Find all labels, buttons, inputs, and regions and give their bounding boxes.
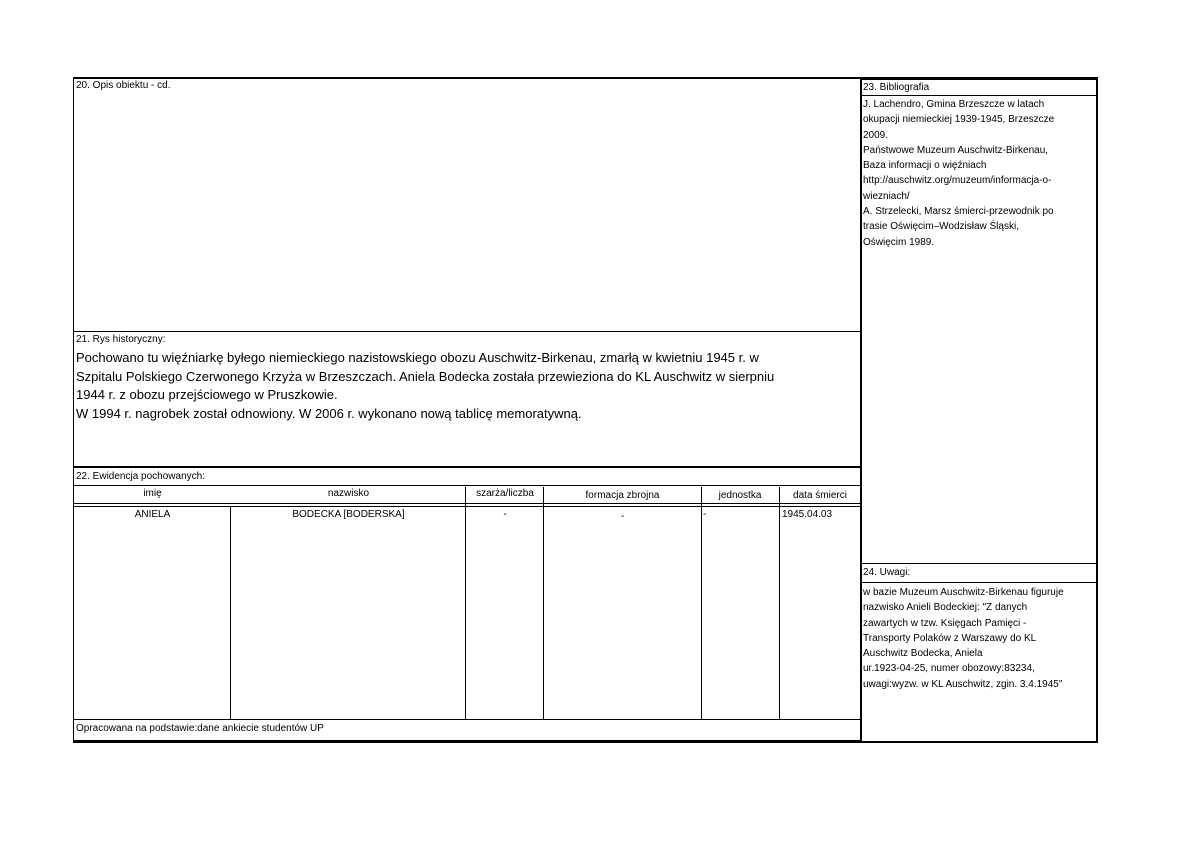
- column-divider: [465, 487, 466, 719]
- notes-line: w bazie Muzeum Auschwitz-Birkenau figuruje: [863, 587, 1064, 598]
- bibliography-line: A. Strzelecki, Marsz śmierci-przewodnik po: [863, 206, 1054, 218]
- cell-surname: BODECKA [BODERSKA]: [292, 509, 405, 520]
- cell-unit: -: [703, 509, 707, 520]
- source-note: Opracowana na podstawie:dane ankiecie studentów UP: [76, 723, 324, 734]
- cell-formation: -: [620, 511, 625, 522]
- column-header-death-date: data śmierci: [793, 490, 847, 501]
- bibliography-line: Państwowe Muzeum Auschwitz-Birkenau,: [863, 144, 1049, 156]
- section-24-label: 24. Uwagi:: [863, 567, 911, 578]
- bibliography-line: Oświęcim 1989.: [863, 236, 935, 248]
- section-20-label: 20. Opis obiektu - cd.: [76, 80, 171, 91]
- bibliography-text: [863, 97, 1095, 250]
- bibliography-line: trasie Oświęcim–Wodzisław Śląski,: [863, 221, 1019, 233]
- cell-rank: -: [503, 509, 507, 520]
- column-header-first-name: imię: [143, 488, 162, 499]
- divider-20-21: [73, 331, 861, 332]
- notes-line: Auschwitz Bodecka, Aniela: [863, 648, 983, 660]
- column-divider: [701, 487, 702, 719]
- divider-24: [860, 582, 1096, 583]
- notes-line: ur.1923-04-25, numer obozowy:83234,: [863, 663, 1035, 675]
- bibliography-line: Baza informacji o więźniach: [863, 160, 987, 172]
- historical-line: W 1994 r. nagrobek został odnowiony. W 2006 r. wykonano nową tablicę memoratywną.: [76, 405, 582, 421]
- bibliography-line: J. Lachendro, Gmina Brzeszcze w latach: [863, 99, 1045, 110]
- table-bottom-rule: [73, 719, 861, 720]
- divider-23: [860, 95, 1096, 96]
- historical-line: Pochowano tu więźniarkę byłego niemieckiego nazistowskiego obozu Auschwitz-Birkenau, zmarłą w kwietniu 1945 r. w: [76, 350, 759, 365]
- notes-line: Transporty Polaków z Warszawy do KL: [863, 632, 1037, 644]
- column-header-formation: formacja zbrojna: [585, 490, 660, 501]
- section-23-label: 23. Bibliografia: [863, 82, 930, 93]
- bibliography-line: 2009.: [863, 129, 889, 141]
- historical-text: [76, 349, 856, 423]
- notes-line: uwagi:wyzw. w KL Auschwitz, zgin. 3.4.1945": [863, 678, 1063, 690]
- notes-line: zawartych w tzw. Księgach Pamięci -: [863, 617, 1027, 629]
- bibliography-line: wiezniach/: [863, 190, 910, 202]
- table-header-rule: [73, 503, 861, 504]
- section-22-label: 22. Ewidencja pochowanych:: [76, 471, 205, 482]
- column-divider: [779, 487, 780, 719]
- column-header-unit: jednostka: [718, 490, 762, 501]
- historical-line: 1944 r. z obozu przejściowego w Pruszkowie.: [76, 387, 338, 402]
- top-rule: [73, 77, 862, 79]
- table-header-rule-2: [73, 506, 861, 507]
- column-header-surname: nazwisko: [327, 488, 370, 499]
- divider-23-24: [860, 563, 1096, 564]
- bibliography-line: http://auschwitz.org/muzeum/informacja-o-: [863, 175, 1052, 187]
- section-21-label: 21. Rys historyczny:: [76, 334, 166, 345]
- notes-line: nazwisko Anieli Bodeckiej: "Z danych: [863, 602, 1028, 614]
- table-top-rule: [73, 485, 861, 486]
- bibliography-line: okupacji niemieckiej 1939-1945, Brzeszcze: [863, 114, 1055, 126]
- divider-21-22: [73, 466, 861, 468]
- column-divider: [230, 506, 231, 719]
- column-header-rank: szarża/liczba: [476, 488, 534, 499]
- historical-line: Szpitalu Polskiego Czerwonego Krzyża w Brzeszczach. Aniela Bodecka została przewieziona do KL Auschwitz w sierpniu: [76, 368, 775, 384]
- notes-text: [863, 585, 1097, 692]
- cell-death-date: 1945.04.03: [782, 509, 833, 520]
- cell-first-name: ANIELA: [134, 509, 171, 520]
